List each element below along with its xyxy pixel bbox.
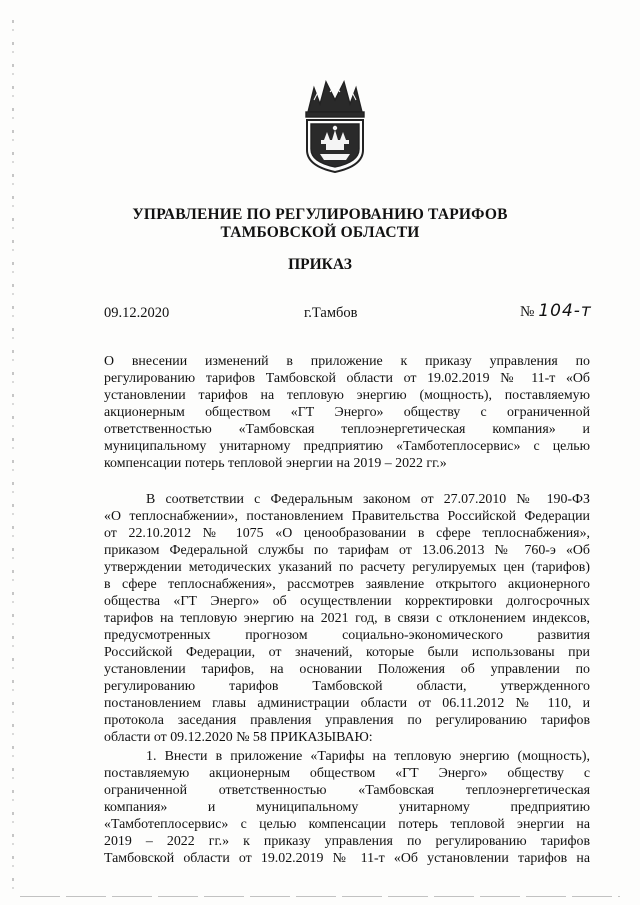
body-line: установлении тарифов, на основании Положения об управлении по xyxy=(104,662,590,677)
title-line: компенсации потерь тепловой энергии на 2019 – 2022 гг.» xyxy=(104,456,447,471)
body-line: общества «ГТ Энерго» об осуществлении корректировки долгосрочных xyxy=(104,594,590,609)
body-line: области от 09.12.2020 № 58 ПРИКАЗЫВАЮ: xyxy=(104,730,373,745)
title-line: регулированию тарифов Тамбовской области от 19.02.2019 № 11-т «Об xyxy=(104,371,590,386)
scan-margin-artifact xyxy=(12,20,14,900)
body-line: протокола заседания правления управления по регулированию тарифов xyxy=(104,713,590,728)
title-line: установлении тарифов на тепловую энергию (мощность), поставляемую xyxy=(104,388,590,403)
body-line: в сфере теплоснабжения», рассмотрев заявление открытого акционерного xyxy=(104,577,590,592)
body-line: приказом Федеральной службы по тарифам от 13.06.2013 № 760-э «Об xyxy=(104,543,590,558)
number-sign: № xyxy=(520,304,535,320)
handwritten-number: 104-т xyxy=(538,301,592,321)
body-line: регулированию тарифов Тамбовской области, утвержденного xyxy=(104,679,590,694)
organization-name-line1: УПРАВЛЕНИЕ ПО РЕГУЛИРОВАНИЮ ТАРИФОВ xyxy=(132,206,508,223)
scan-bottom-artifact xyxy=(20,896,620,897)
coat-of-arms-emblem xyxy=(300,78,370,174)
body-line: постановлением главы администрации области от 06.11.2012 № 110, и xyxy=(104,696,590,711)
document-number xyxy=(520,301,592,321)
title-line: ответственностью «Тамбовская теплоэнергетическая компания» и xyxy=(104,422,590,437)
body-line: предусмотренных прогнозом социально-экономического развития xyxy=(104,628,590,643)
title-line: О внесении изменений в приложение к приказу управления по xyxy=(104,354,590,369)
title-line: муниципальному унитарному предприятию «Тамботеплосервис» с целью xyxy=(104,439,590,454)
body-line: Тамбовской области от 19.02.2019 № 11-т «Об установлении тарифов на xyxy=(104,851,590,866)
body-line: 1. Внести в приложение «Тарифы на тепловую энергию (мощность), xyxy=(146,749,590,764)
body-line: утверждении методических указаний по расчету регулируемых цен (тарифов) xyxy=(104,560,590,575)
body-line: Российской Федерации, от значений, которые были использованы при xyxy=(104,645,590,660)
body-line: В соответствии с Федеральным законом от 27.07.2010 № 190-ФЗ xyxy=(146,492,590,507)
body-line: ограниченной ответственностью «Тамбовская теплоэнергетическая xyxy=(104,783,590,798)
title-line: акционерным обществом «ГТ Энерго» обществу с ограниченной xyxy=(104,405,590,420)
body-line: 2019 – 2022 гг.» к приказу управления по регулированию тарифов xyxy=(104,834,590,849)
body-line: тарифов на тепловую энергию на 2021 год, в связи с отклонением индексов, xyxy=(104,611,590,626)
body-line: поставляемую акционерным обществом «ГТ Энерго» обществу с xyxy=(104,766,590,781)
document-city: г.Тамбов xyxy=(304,305,358,321)
organization-name-line2: ТАМБОВСКОЙ ОБЛАСТИ xyxy=(220,224,420,241)
document-type: ПРИКАЗ xyxy=(288,256,352,273)
document-date: 09.12.2020 xyxy=(104,305,170,321)
body-line: от 22.10.2012 № 1075 «О ценообразовании в сфере теплоснабжения», xyxy=(104,526,590,541)
body-line: «О теплоснабжении», постановлением Правительства Российской Федерации xyxy=(104,509,590,524)
body-line: компания» и муниципальному унитарному предприятию xyxy=(104,800,590,815)
body-line: «Тамботеплосервис» с целью компенсации потерь тепловой энергии на xyxy=(104,817,590,832)
